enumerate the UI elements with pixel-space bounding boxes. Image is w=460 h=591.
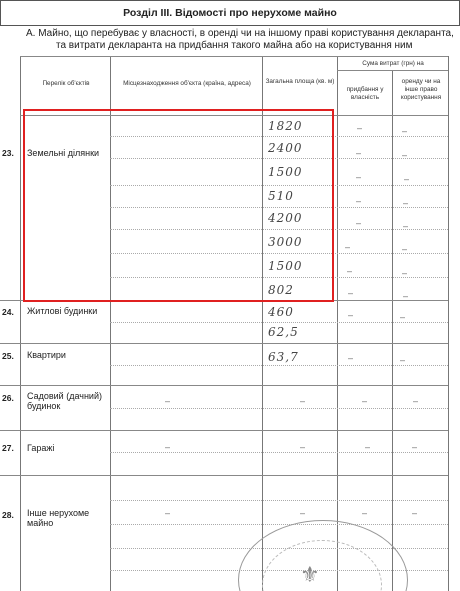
empty-dash: – <box>165 442 171 452</box>
area-value: 4200 <box>268 211 303 225</box>
area-value: 460 <box>268 305 294 319</box>
empty-dash: – <box>400 312 406 322</box>
section-title: Розділ ІІІ. Відомості про нерухоме майно <box>0 0 460 26</box>
table-border-left <box>20 56 21 591</box>
column-divider <box>392 70 393 591</box>
empty-dash: – <box>356 196 362 206</box>
subrow-line <box>110 500 448 501</box>
row-name-houses: Житлові будинки <box>27 306 98 316</box>
empty-dash: – <box>362 396 368 406</box>
header-area: Загальна площа (кв. м) <box>265 78 335 85</box>
trident-emblem-icon: ⚜ <box>300 562 320 587</box>
empty-dash: – <box>347 266 353 276</box>
subrow-line <box>110 452 448 453</box>
empty-dash: – <box>300 508 306 518</box>
empty-dash: – <box>362 508 368 518</box>
row-number: 28. <box>2 510 14 520</box>
row-line <box>0 475 448 476</box>
empty-dash: – <box>356 148 362 158</box>
subrow-line <box>110 408 448 409</box>
empty-dash: – <box>345 242 351 252</box>
row-line <box>0 343 448 344</box>
empty-dash: – <box>402 268 408 278</box>
expenses-sub-line <box>337 70 448 71</box>
area-value: 63,7 <box>268 350 299 364</box>
empty-dash: – <box>356 218 362 228</box>
empty-dash: – <box>300 442 306 452</box>
row-name-garages: Гаражі <box>27 443 55 453</box>
empty-dash: – <box>413 396 419 406</box>
empty-dash: – <box>348 353 354 363</box>
empty-dash: – <box>357 123 363 133</box>
area-value: 3000 <box>268 235 303 249</box>
highlight-box <box>23 109 334 302</box>
empty-dash: – <box>402 244 408 254</box>
area-value: 510 <box>268 189 294 203</box>
area-value: 1500 <box>268 165 303 179</box>
row-number: 23. <box>2 148 14 158</box>
subrow-line <box>110 365 448 366</box>
empty-dash: – <box>403 198 409 208</box>
empty-dash: – <box>165 508 171 518</box>
row-name-garden-house: Садовий (дачний) будинок <box>27 391 102 411</box>
intro-line-1: А. Майно, що перебуває у власності, в оренді чи на іншому праві користування декларанта, <box>26 28 454 39</box>
empty-dash: – <box>404 174 410 184</box>
empty-dash: – <box>348 288 354 298</box>
subrow-line <box>110 524 448 525</box>
area-value: 1500 <box>268 259 303 273</box>
header-object-list: Перелік об'єктів <box>42 80 90 87</box>
empty-dash: – <box>402 150 408 160</box>
empty-dash: – <box>402 126 408 136</box>
row-number: 24. <box>2 307 14 317</box>
row-number: 25. <box>2 351 14 361</box>
empty-dash: – <box>356 172 362 182</box>
intro-line-2: та витрати декларанта на придбання такого майна або на користування ним <box>56 40 413 51</box>
row-line <box>0 430 448 431</box>
empty-dash: – <box>403 291 409 301</box>
area-value: 1820 <box>268 119 303 133</box>
row-name-other-property: Інше нерухоме майно <box>27 508 90 528</box>
header-top-line <box>20 56 448 57</box>
empty-dash: – <box>412 442 418 452</box>
empty-dash: – <box>412 508 418 518</box>
header-ownership: придбання у власність <box>346 86 384 101</box>
area-value: 2400 <box>268 141 303 155</box>
area-value: 802 <box>268 283 294 297</box>
row-number: 27. <box>2 443 14 453</box>
header-rent: оренду чи на інше право користування <box>400 78 442 101</box>
row-name-apartments: Квартири <box>27 350 66 360</box>
empty-dash: – <box>365 442 371 452</box>
area-value: 62,5 <box>268 325 299 339</box>
subrow-line <box>110 322 448 323</box>
empty-dash: – <box>300 396 306 406</box>
row-name-land: Земельні ділянки <box>27 148 100 158</box>
table-border-right <box>448 56 449 591</box>
row-number: 26. <box>2 393 14 403</box>
header-location: Місцезнаходження об'єкта (країна, адреса) <box>123 80 251 87</box>
row-line <box>0 385 448 386</box>
empty-dash: – <box>400 355 406 365</box>
header-expenses: Сума витрат (грн) на <box>362 60 424 67</box>
empty-dash: – <box>165 396 171 406</box>
empty-dash: – <box>348 310 354 320</box>
empty-dash: – <box>403 221 409 231</box>
